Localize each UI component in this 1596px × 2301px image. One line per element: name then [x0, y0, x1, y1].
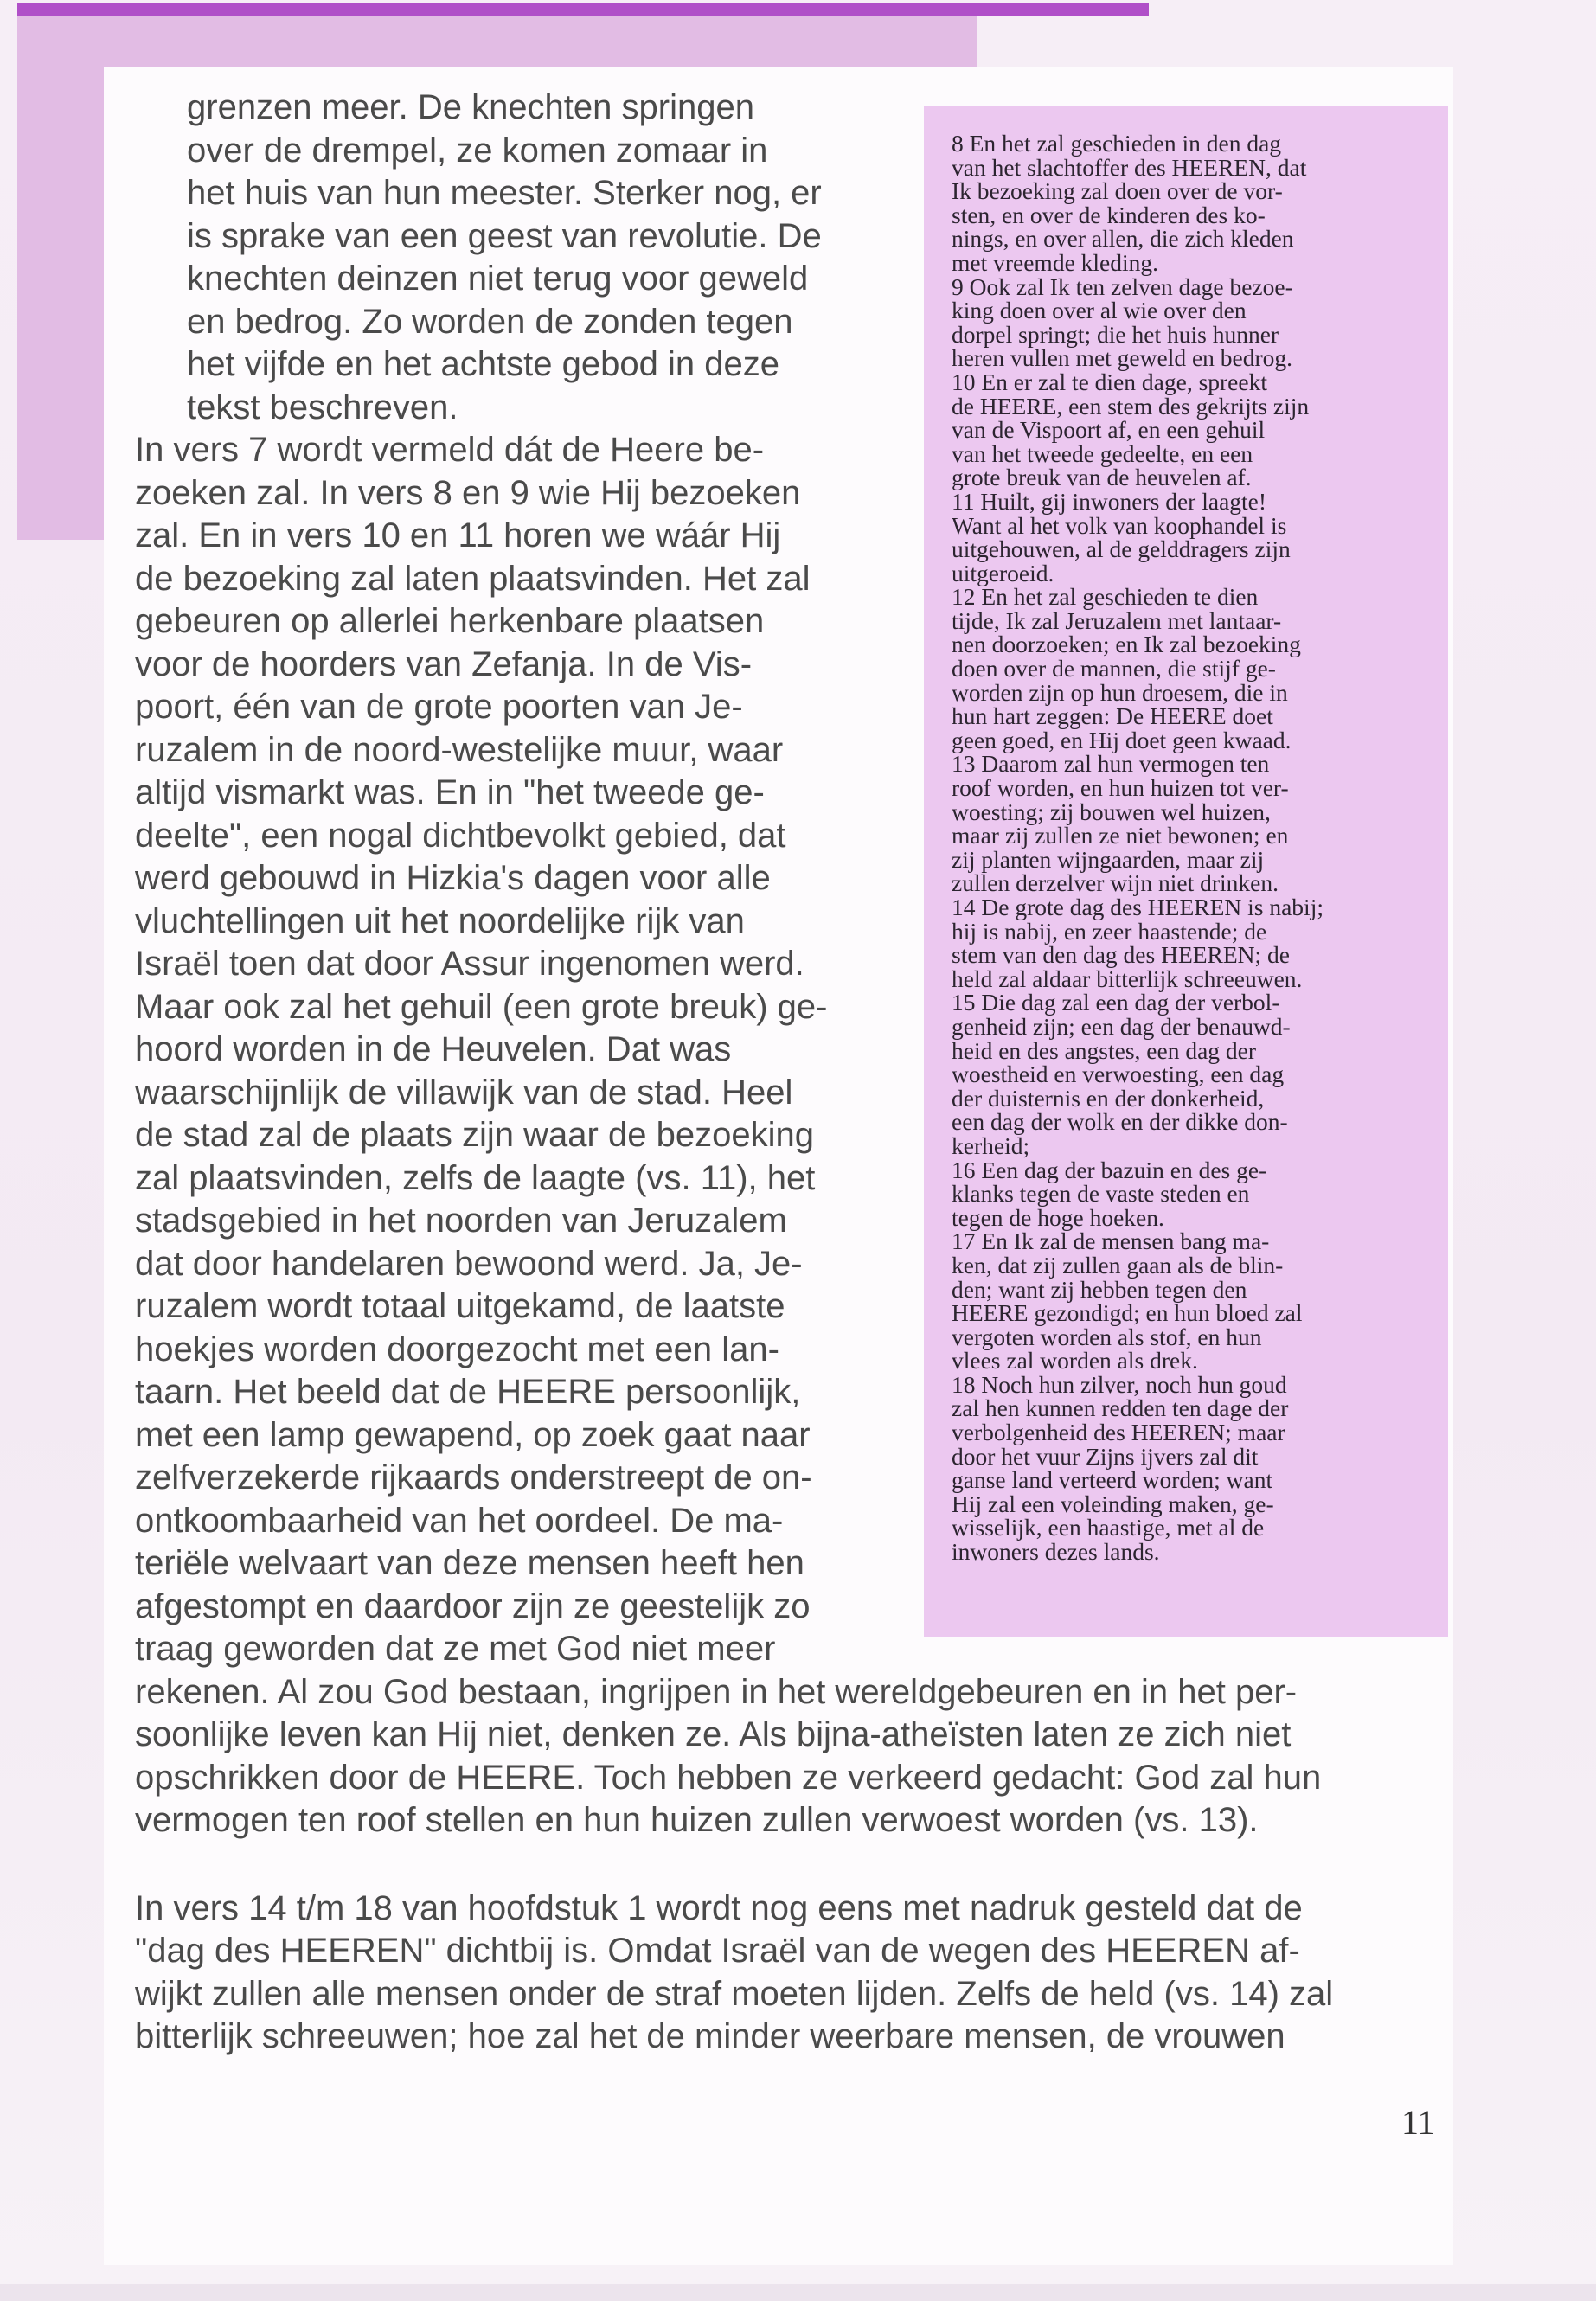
body-line: In vers 7 wordt vermeld dát de Heere be- [135, 431, 765, 469]
body-line: wijkt zullen alle mensen onder de straf moeten lijden. Zelfs de held (vs. 14) zal [135, 1974, 1334, 2013]
body-line: altijd vismarkt was. En in "het tweede ge- [135, 773, 765, 811]
scripture-line: woestheid en verwoesting, een dag [952, 1061, 1285, 1088]
body-line: hoord worden in de Heuvelen. Dat was [135, 1030, 732, 1068]
scripture-line: door het vuur Zijns ijvers zal dit [952, 1442, 1259, 1470]
scripture-line: van de Vispoort af, en een gehuil [952, 416, 1266, 444]
scripture-line: uitgeroeid. [952, 559, 1054, 586]
body-line: werd gebouwd in Hizkia's dagen voor alle [135, 859, 771, 897]
body-line: gebeuren op allerlei herkenbare plaatsen [135, 602, 765, 640]
body-line: afgestompt en daardoor zijn ze geestelijk zo [135, 1586, 811, 1625]
body-line: vluchtellingen uit het noordelijke rijk van [135, 901, 745, 940]
body-line: deelte", een nogal dichtbevolkt gebied, dat [135, 816, 786, 855]
body-line: hoekjes worden doorgezocht met een lan- [135, 1330, 779, 1368]
body-line: over de drempel, ze komen zomaar in [187, 131, 768, 170]
body-line: zal plaatsvinden, zelfs de laagte (vs. 11), het [135, 1158, 816, 1197]
scripture-line: zullen derzelver wijn niet drinken. [952, 869, 1279, 897]
scripture-line: vlees zal worden als drek. [952, 1347, 1198, 1375]
body-line: opschrikken door de HEERE. Toch hebben ze verkeerd gedacht: God zal hun [135, 1758, 1322, 1797]
scripture-line: woesting; zij bouwen wel huizen, [952, 798, 1271, 825]
scripture-line: kerheid; [952, 1131, 1030, 1159]
body-line: zal. En in vers 10 en 11 horen we wáár Hij [135, 516, 781, 554]
scripture-line: held zal aldaar bitterlijk schreeuwen. [952, 965, 1303, 992]
decor-block-top [17, 16, 977, 67]
scripture-line: wisselijk, een haastige, met al de [952, 1514, 1265, 1541]
scripture-line: de HEERE, een stem des gekrijts zijn [952, 392, 1310, 420]
scripture-line: der duisternis en der donkerheid, [952, 1084, 1265, 1112]
body-line: de stad zal de plaats zijn waar de bezoeking [135, 1116, 814, 1154]
body-line: Maar ook zal het gehuil (een grote breuk) ge- [135, 987, 828, 1026]
scripture-line: 16 Een dag der bazuin en des ge- [952, 1156, 1267, 1183]
body-line: en bedrog. Zo worden de zonden tegen [187, 302, 793, 341]
body-line: is sprake van een geest van revolutie. De [187, 216, 822, 255]
scripture-line: zij planten wijngaarden, maar zij [952, 845, 1265, 873]
body-line: dat door handelaren bewoond werd. Ja, Je- [135, 1244, 803, 1283]
scripture-line: van het tweede gedeelte, en een [952, 439, 1253, 467]
page-number: 11 [1401, 2103, 1435, 2142]
scripture-line: tegen de hoge hoeken. [952, 1203, 1164, 1231]
scripture-line: 8 En het zal geschieden in den dag [952, 130, 1282, 157]
scripture-line: stem van den dag des HEEREN; de [952, 941, 1291, 969]
body-line: het vijfde en het achtste gebod in deze [187, 345, 779, 383]
scripture-line: dorpel springt; die het huis hunner [952, 320, 1279, 348]
scripture-line: doen over de mannen, die stijf ge- [952, 655, 1276, 683]
paragraph-gap [135, 1843, 1452, 1888]
body-line: voor de hoorders van Zefanja. In de Vis- [135, 644, 753, 683]
scripture-line: roof worden, en hun huizen tot ver- [952, 774, 1289, 802]
scripture-line: king doen over al wie over den [952, 297, 1247, 324]
scripture-line: genheid zijn; een dag der benauwd- [952, 1012, 1291, 1040]
body-line: teriële welvaart van deze mensen heeft hen [135, 1544, 804, 1582]
body-line: vermogen ten roof stellen en hun huizen zullen verwoest worden (vs. 13). [135, 1801, 1259, 1839]
scripture-line: verbolgenheid des HEEREN; maar [952, 1419, 1285, 1446]
scripture-line: met vreemde kleding. [952, 248, 1159, 276]
scripture-line: tijde, Ik zal Jeruzalem met lantaar- [952, 606, 1282, 634]
body-line: rekenen. Al zou God bestaan, ingrijpen in het wereldgebeuren en in het per- [135, 1672, 1298, 1711]
body-line: grenzen meer. De knechten springen [187, 88, 754, 126]
body-line: waarschijnlijk de villawijk van de stad. Heel [135, 1073, 793, 1112]
scripture-line: ganse land verteerd worden; want [952, 1466, 1273, 1494]
scripture-line: geen goed, en Hij doet geen kwaad. [952, 726, 1292, 753]
scripture-line: worden zijn op hun droesem, die in [952, 678, 1288, 706]
scripture-text [952, 131, 1436, 1564]
body-line: het huis van hun meester. Sterker nog, er [187, 174, 822, 212]
body-line: "dag des HEEREN" dichtbij is. Omdat Israël van de wegen des HEEREN af- [135, 1932, 1300, 1970]
body-line: tekst beschreven. [187, 388, 458, 426]
scripture-line: 9 Ook zal Ik ten zelven dage bezoe- [952, 272, 1293, 300]
scripture-line: hij is nabij, en zeer haastende; de [952, 917, 1267, 945]
scripture-line: sten, en over de kinderen des ko- [952, 201, 1266, 228]
scripture-line: HEERE gezondigd; en hun bloed zal [952, 1299, 1303, 1327]
scripture-line: Ik bezoeking zal doen over de vor- [952, 177, 1283, 205]
scripture-line: 14 De grote dag des HEEREN is nabij; [952, 894, 1324, 920]
scripture-line: Hij zal een voleinding maken, ge- [952, 1490, 1274, 1517]
body-line: zoeken zal. In vers 8 en 9 wie Hij bezoeken [135, 473, 801, 512]
scripture-line: vergoten worden als stof, en hun [952, 1323, 1262, 1350]
accent-bar [17, 3, 1149, 16]
scripture-line: maar zij zullen ze niet bewonen; en [952, 822, 1289, 849]
scripture-line: 10 En er zal te dien dage, spreekt [952, 368, 1267, 395]
body-line: poort, één van de grote poorten van Je- [135, 688, 743, 726]
scripture-line: 13 Daarom zal hun vermogen ten [952, 750, 1270, 778]
scripture-line: 11 Huilt, gij inwoners der laagte! [952, 487, 1267, 515]
body-line: taarn. Het beeld dat de HEERE persoonlijk, [135, 1373, 801, 1411]
body-line: bitterlijk schreeuwen; hoe zal het de minder weerbare mensen, de vrouwen [135, 2017, 1285, 2055]
body-line: ontkoombaarheid van het oordeel. De ma- [135, 1501, 784, 1540]
scripture-line: zal hen kunnen redden ten dage der [952, 1394, 1289, 1422]
scripture-line: den; want zij hebben tegen den [952, 1275, 1247, 1303]
scripture-line: grote breuk van de heuvelen af. [952, 464, 1252, 491]
decor-block-left [17, 16, 104, 540]
scripture-line: 17 En Ik zal de mensen bang ma- [952, 1227, 1270, 1255]
scripture-line: nings, en over allen, die zich kleden [952, 225, 1294, 253]
body-line: de bezoeking zal laten plaatsvinden. Het zal [135, 559, 811, 598]
scripture-line: een dag der wolk en der dikke don- [952, 1108, 1288, 1136]
scripture-line: klanks tegen de vaste steden en [952, 1180, 1250, 1208]
bottom-strip [0, 2284, 1596, 2301]
body-line: knechten deinzen niet terug voor geweld [187, 260, 809, 298]
body-line: ruzalem in de noord-westelijke muur, waar [135, 730, 784, 769]
body-line: traag geworden dat ze met God niet meer [135, 1630, 776, 1668]
scripture-line: nen doorzoeken; en Ik zal bezoeking [952, 631, 1301, 658]
body-line: zelfverzekerde rijkaards onderstreept de on- [135, 1458, 812, 1497]
body-line: Israël toen dat door Assur ingenomen werd. [135, 945, 804, 983]
scripture-line: 12 En het zal geschieden te dien [952, 583, 1259, 611]
scripture-line: heid en des angstes, een dag der [952, 1036, 1257, 1064]
scripture-line: heren vullen met geweld en bedrog. [952, 344, 1293, 372]
scripture-line: hun hart zeggen: De HEERE doet [952, 702, 1273, 730]
scripture-line: van het slachtoffer des HEEREN, dat [952, 153, 1307, 181]
scripture-line: ken, dat zij zullen gaan als de blin- [952, 1251, 1284, 1279]
scripture-line: 18 Noch hun zilver, noch hun goud [952, 1370, 1287, 1398]
body-line: stadsgebied in het noorden van Jeruzalem [135, 1202, 787, 1240]
body-line: In vers 14 t/m 18 van hoofdstuk 1 wordt nog eens met nadruk gesteld dat de [135, 1888, 1303, 1927]
scripture-line: uitgehouwen, al de gelddragers zijn [952, 535, 1291, 563]
scripture-line: 15 Die dag zal een dag der verbol- [952, 989, 1280, 1016]
body-line: met een lamp gewapend, op zoek gaat naar [135, 1415, 811, 1454]
body-line: ruzalem wordt totaal uitgekamd, de laatste [135, 1287, 785, 1325]
scripture-line: Want al het volk van koophandel is [952, 511, 1287, 539]
body-line: soonlijke leven kan Hij niet, denken ze. Als bijna-atheïsten laten ze zich niet [135, 1715, 1292, 1753]
scripture-line: inwoners dezes lands. [952, 1538, 1160, 1566]
